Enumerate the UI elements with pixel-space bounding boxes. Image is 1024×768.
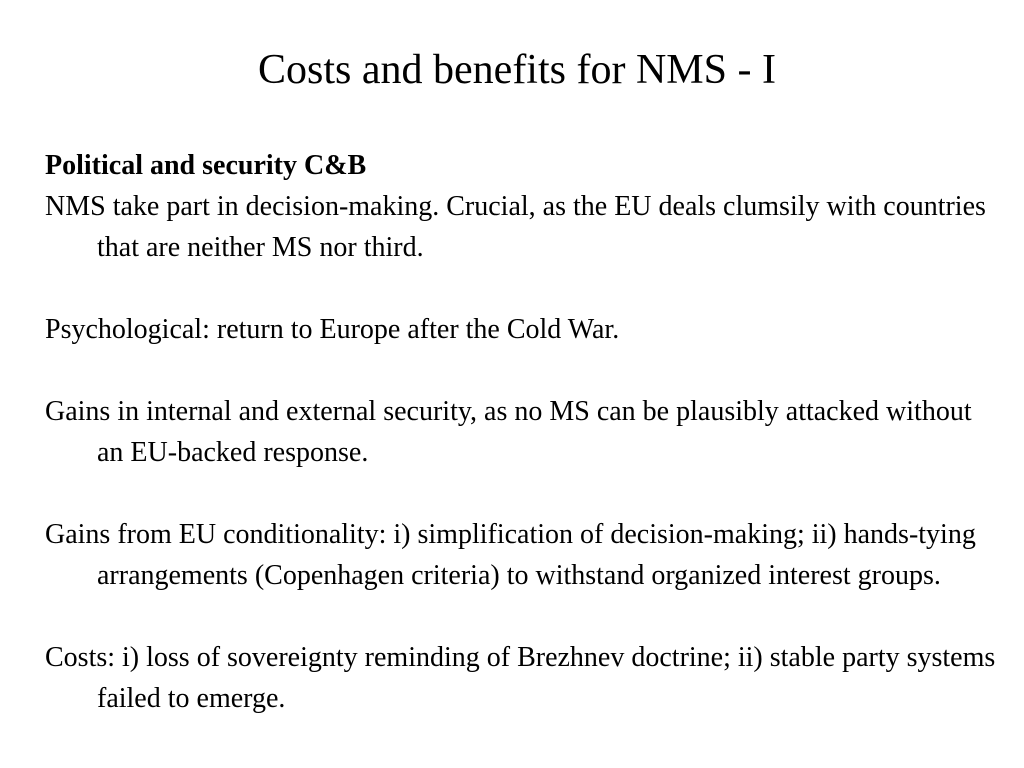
paragraph-conditionality-gains: Gains from EU conditionality: i) simplification of decision-making; ii) hands-tying arrangements (Copenhagen criteria) to withstand organized interest groups.: [45, 519, 976, 591]
paragraph-security-gains: Gains in internal and external security, as no MS can be plausibly attacked without an EU-backed response.: [45, 396, 972, 468]
paragraph-spacer: [45, 596, 1005, 637]
paragraph-spacer: [45, 473, 1005, 514]
slide-title: Costs and benefits for NMS - I: [258, 47, 776, 93]
paragraph-spacer: [45, 268, 1005, 309]
paragraph-decision-making: NMS take part in decision-making. Crucial, as the EU deals clumsily with countries that are neither MS nor third.: [45, 191, 986, 263]
paragraph-costs: Costs: i) loss of sovereignty reminding of Brezhnev doctrine; ii) stable party systems failed to emerge.: [45, 642, 996, 714]
slide-body: [45, 145, 1005, 719]
section-heading: Political and security C&B: [45, 150, 367, 181]
paragraph-spacer: [45, 350, 1005, 391]
paragraph-psychological: Psychological: return to Europe after the Cold War.: [45, 314, 620, 345]
